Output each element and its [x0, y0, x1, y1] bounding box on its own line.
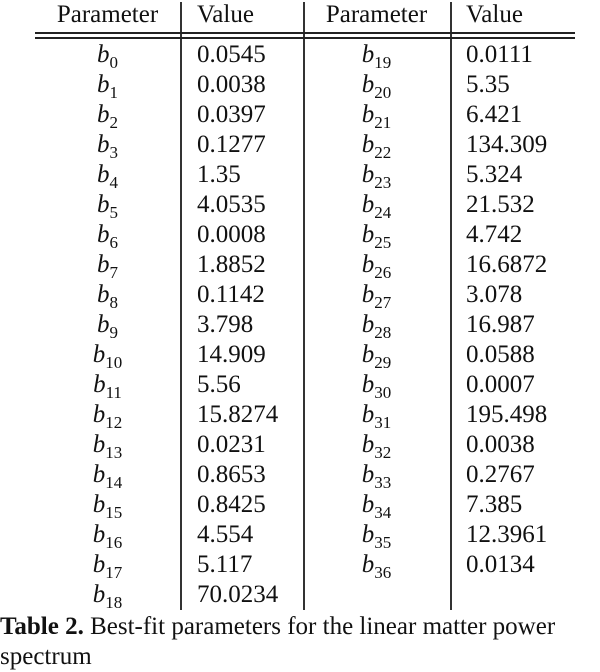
parameter-symbol: b: [97, 281, 110, 308]
table-row: [35, 550, 575, 580]
parameter-cell: [303, 130, 450, 160]
value-cell: 5.35: [466, 71, 510, 98]
parameter-index: 29: [374, 353, 392, 372]
value-cell: 195.498: [466, 401, 548, 428]
parameter-cell: [303, 490, 450, 520]
parameter-index: 2: [109, 113, 118, 132]
parameter-cell: [35, 280, 180, 310]
table-row: [35, 430, 575, 460]
parameter-symbol: b: [97, 161, 110, 188]
parameter-cell: [35, 490, 180, 520]
table-row: [35, 250, 575, 280]
table-row: [35, 460, 575, 490]
parameter-symbol: b: [361, 371, 375, 398]
parameter-cell: [35, 310, 180, 340]
value-cell: 15.8274: [197, 401, 279, 428]
parameter-index: 33: [374, 473, 392, 492]
value-cell: 0.0134: [466, 551, 535, 578]
parameter-cell: [303, 160, 450, 190]
parameter-cell: [303, 550, 450, 580]
parameter-index: 19: [374, 53, 392, 72]
parameter-index: 20: [374, 83, 392, 102]
parameter-index: 0: [109, 53, 118, 72]
value-cell: 16.6872: [466, 251, 548, 278]
parameter-symbol: b: [97, 41, 110, 68]
table-caption: [0, 612, 600, 672]
value-cell: 0.8653: [197, 461, 266, 488]
parameter-index: 11: [105, 383, 122, 402]
parameter-symbol: b: [361, 191, 375, 218]
parameter-symbol: b: [361, 311, 375, 338]
value-cell: 0.8425: [197, 491, 266, 518]
parameter-cell: [35, 160, 180, 190]
value-cell: 5.56: [197, 371, 241, 398]
parameter-symbol: b: [361, 161, 375, 188]
table-row: [35, 520, 575, 550]
parameter-cell: [303, 340, 450, 370]
parameter-cell: [35, 340, 180, 370]
parameter-symbol: b: [97, 221, 110, 248]
parameter-symbol: b: [361, 221, 375, 248]
parameter-index: 23: [374, 173, 392, 192]
value-cell: 0.2767: [466, 461, 535, 488]
parameter-symbol: b: [92, 581, 106, 608]
value-cell: 1.35: [197, 161, 241, 188]
parameter-index: 16: [105, 533, 123, 552]
table-row: [35, 190, 575, 220]
parameter-cell: [35, 250, 180, 280]
parameter-index: 1: [109, 83, 118, 102]
value-cell: 7.385: [466, 491, 523, 518]
table-row: [35, 220, 575, 250]
parameter-cell: [303, 190, 450, 220]
header-parameter: Parameter: [56, 1, 159, 28]
value-cell: 0.0588: [466, 341, 535, 368]
parameter-index: 22: [374, 143, 392, 162]
table-row: [35, 70, 575, 100]
parameter-symbol: b: [92, 431, 106, 458]
parameter-index: 31: [374, 413, 392, 432]
parameter-symbol: b: [92, 341, 106, 368]
parameter-cell: [303, 40, 450, 70]
parameter-symbol: b: [93, 371, 106, 398]
parameter-symbol: b: [97, 71, 110, 98]
parameter-symbol: b: [361, 341, 375, 368]
parameter-symbol: b: [97, 311, 110, 338]
parameter-cell: [35, 580, 180, 610]
parameter-index: 7: [109, 263, 118, 282]
parameter-index: 35: [374, 533, 392, 552]
parameter-index: 6: [109, 233, 118, 252]
parameter-cell: [35, 460, 180, 490]
table-body: [35, 40, 575, 610]
value-cell: 70.0234: [197, 581, 279, 608]
parameter-cell: [303, 370, 450, 400]
table-row: [35, 370, 575, 400]
value-cell: 0.1277: [197, 131, 266, 158]
parameter-symbol: b: [97, 131, 110, 158]
value-cell: 5.324: [466, 161, 523, 188]
table-row: [35, 160, 575, 190]
parameter-cell: [35, 220, 180, 250]
parameter-index: 26: [374, 263, 392, 282]
value-cell: 4.742: [466, 221, 523, 248]
value-cell: 0.0231: [197, 431, 266, 458]
value-cell: 0.0397: [197, 101, 266, 128]
parameter-index: 12: [105, 413, 123, 432]
value-cell: 5.117: [197, 551, 253, 578]
parameter-index: 4: [109, 173, 118, 192]
table-row: [35, 400, 575, 430]
parameter-symbol: b: [361, 491, 375, 518]
parameter-cell: [35, 190, 180, 220]
parameter-cell: [35, 100, 180, 130]
parameter-index: 8: [109, 293, 118, 312]
table-header-row: [35, 0, 575, 32]
value-cell: 134.309: [466, 131, 548, 158]
parameter-cell: [35, 550, 180, 580]
parameter-index: 9: [109, 323, 118, 342]
parameter-cell: [35, 520, 180, 550]
value-cell: 16.987: [466, 311, 535, 338]
header-value: Value: [466, 1, 523, 28]
parameter-cell: [303, 520, 450, 550]
parameter-cell: [303, 310, 450, 340]
table-row: [35, 40, 575, 70]
value-cell: 4.554: [197, 521, 254, 548]
parameter-cell: [303, 220, 450, 250]
parameter-symbol: b: [92, 551, 106, 578]
value-cell: 0.0038: [197, 71, 266, 98]
value-cell: 0.0038: [466, 431, 535, 458]
value-cell: 3.078: [466, 281, 523, 308]
parameter-cell: [35, 400, 180, 430]
value-cell: 12.3961: [466, 521, 548, 548]
value-cell: 1.8852: [197, 251, 266, 278]
parameter-cell: [303, 70, 450, 100]
parameter-index: 25: [374, 233, 392, 252]
parameter-cell: [35, 70, 180, 100]
parameter-symbol: b: [361, 521, 375, 548]
parameter-table: [35, 0, 575, 610]
parameter-cell: [303, 280, 450, 310]
value-cell: 0.0111: [466, 41, 533, 68]
parameter-symbol: b: [361, 401, 375, 428]
parameter-index: 32: [374, 443, 392, 462]
parameter-index: 30: [374, 383, 392, 402]
parameter-index: 24: [374, 203, 392, 222]
parameter-index: 10: [105, 353, 123, 372]
parameter-cell: [35, 370, 180, 400]
parameter-cell: [303, 460, 450, 490]
value-cell: 0.1142: [197, 281, 265, 308]
value-cell: 4.0535: [197, 191, 266, 218]
table-row: [35, 280, 575, 310]
value-cell: 3.798: [197, 311, 254, 338]
parameter-symbol: b: [97, 101, 110, 128]
caption-label: Table 2.: [0, 613, 84, 640]
parameter-index: 27: [374, 293, 392, 312]
table-row: [35, 130, 575, 160]
header-value: Value: [197, 1, 254, 28]
parameter-index: 34: [374, 503, 392, 522]
parameter-cell: [303, 430, 450, 460]
parameter-symbol: b: [92, 521, 106, 548]
table-row: [35, 490, 575, 520]
value-cell: 0.0007: [466, 371, 535, 398]
parameter-symbol: b: [361, 251, 375, 278]
parameter-cell: [303, 250, 450, 280]
parameter-symbol: b: [97, 191, 110, 218]
table-row: [35, 580, 575, 610]
value-cell: 6.421: [466, 101, 523, 128]
parameter-index: 28: [374, 323, 392, 342]
header-rule: [35, 37, 575, 39]
parameter-symbol: b: [361, 551, 375, 578]
header-rule: [35, 32, 575, 34]
parameter-index: 15: [105, 503, 123, 522]
parameter-index: 13: [105, 443, 123, 462]
parameter-symbol: b: [361, 431, 375, 458]
parameter-cell: [35, 130, 180, 160]
parameter-cell: [303, 100, 450, 130]
parameter-cell: [35, 430, 180, 460]
parameter-index: 18: [105, 593, 123, 612]
parameter-index: 5: [109, 203, 118, 222]
parameter-cell: [35, 40, 180, 70]
table-row: [35, 310, 575, 340]
parameter-symbol: b: [361, 41, 375, 68]
parameter-index: 21: [374, 113, 392, 132]
parameter-index: 3: [109, 143, 118, 162]
parameter-index: 17: [105, 563, 123, 582]
header-parameter: Parameter: [325, 1, 428, 28]
parameter-symbol: b: [361, 131, 375, 158]
table-row: [35, 100, 575, 130]
caption-text: Best-fit parameters for the linear matter power spectrum: [0, 613, 556, 670]
parameter-symbol: b: [361, 101, 375, 128]
parameter-symbol: b: [361, 281, 375, 308]
parameter-symbol: b: [361, 461, 375, 488]
parameter-symbol: b: [92, 461, 106, 488]
value-cell: 14.909: [197, 341, 266, 368]
parameter-cell: [303, 400, 450, 430]
parameter-index: 14: [105, 473, 123, 492]
table-row: [35, 340, 575, 370]
value-cell: 0.0545: [197, 41, 266, 68]
parameter-index: 36: [374, 563, 392, 582]
value-cell: 21.532: [466, 191, 535, 218]
parameter-symbol: b: [92, 401, 106, 428]
value-cell: 0.0008: [197, 221, 266, 248]
parameter-symbol: b: [97, 251, 110, 278]
parameter-symbol: b: [361, 71, 375, 98]
parameter-symbol: b: [92, 491, 106, 518]
